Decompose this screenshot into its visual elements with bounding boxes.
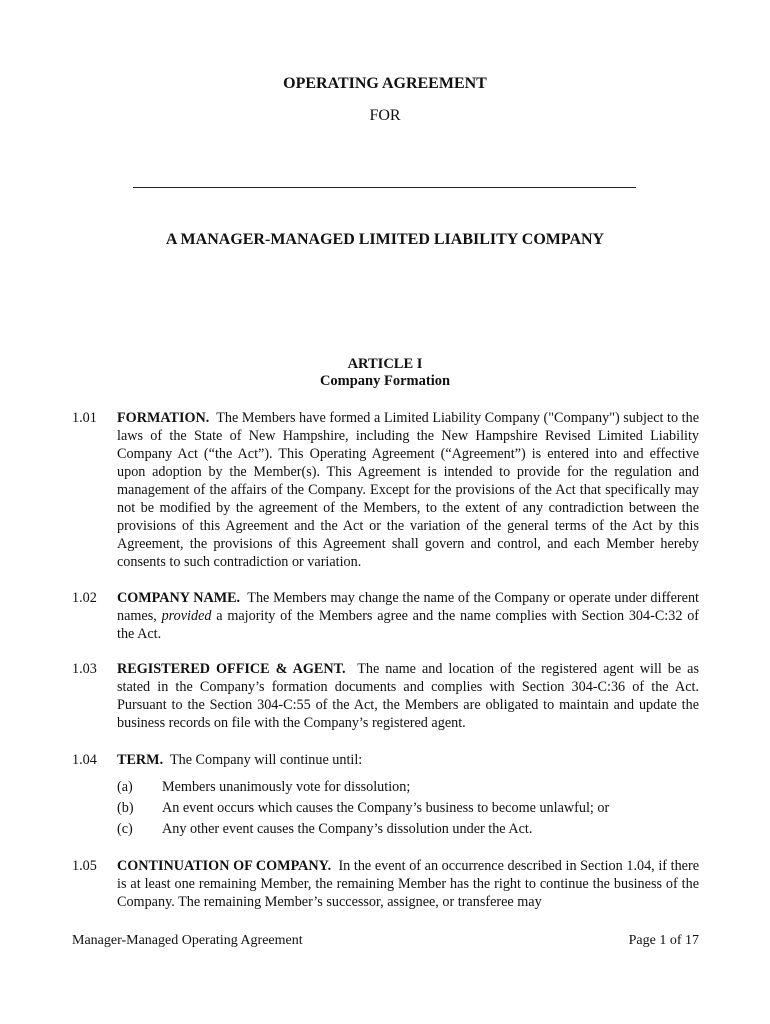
- article-number: ARTICLE I: [347, 356, 423, 372]
- section-heading: TERM.: [117, 752, 164, 768]
- section-number: 1.04: [72, 752, 97, 768]
- document-subtitle: A MANAGER-MANAGED LIMITED LIABILITY COMPANY: [165, 231, 605, 248]
- list-item-text: Any other event causes the Company’s dissolution under the Act.: [162, 821, 533, 837]
- list-item-marker: (c): [117, 821, 133, 837]
- list-item-text: Members unanimously vote for dissolution;: [162, 779, 411, 795]
- article-name: Company Formation: [319, 373, 451, 389]
- section-text-italic: provided: [161, 608, 212, 624]
- section-1-05: [72, 857, 699, 911]
- list-item-marker: (a): [117, 779, 133, 795]
- section-text: The Members have formed a Limited Liability Company ("Company") subject to the laws of the State of New Hampshire, including the New Hampshire Revised Limited Liability Company Act (“the Act”). This Operating Agreement (“Agreement”) is entered into and effective upon adoption by the Member(s). This Agreement is intended to provide for the regulation and management of the affairs of the Company. Except for the provisions of the Act that specifically may not be modified by the agreement of the Members, to the extent of any contradiction between the provisions of this Agreement and the Act or the variation of the general terms of the Act by this Agreement, the provisions of this Agreement shall govern and control, and each Member hereby consents to such contradiction or variation.: [117, 410, 699, 570]
- document-title: OPERATING AGREEMENT: [283, 75, 487, 92]
- section-number: 1.02: [72, 590, 97, 606]
- section-number: 1.01: [72, 410, 97, 426]
- list-item: [117, 799, 677, 817]
- footer-document-name: Manager-Managed Operating Agreement: [72, 933, 303, 948]
- section-text: The Company will continue until:: [169, 752, 363, 768]
- company-name-blank-line: [133, 187, 636, 188]
- section-text: The Members may change the name of the Company or operate under different names,: [117, 590, 699, 624]
- section-text: In the event of an occurrence described in Section 1.04, if there is at least one remaining Member, the remaining Member has the right to continue the business of the Company. The remaining Member’s successor, assignee, or transferee may: [117, 858, 700, 910]
- footer-page-number: Page 1 of 17: [628, 933, 699, 948]
- section-text: The name and location of the registered agent will be as stated in the Company’s formation documents and complies with Section 304-C:36 of the Act. Pursuant to the Section 304-C:55 of the Act, the Members are obligated to maintain and update the business records on file with the Company’s registered agent.: [117, 661, 699, 731]
- section-body: [117, 660, 699, 732]
- section-body: [117, 751, 699, 769]
- section-1-02: [72, 589, 699, 643]
- list-item: [117, 820, 677, 838]
- section-number: 1.03: [72, 661, 97, 677]
- section-body: [117, 857, 699, 911]
- section-heading: CONTINUATION OF COMPANY.: [117, 858, 332, 874]
- section-body: [117, 589, 699, 643]
- section-heading: COMPANY NAME.: [117, 590, 241, 606]
- section-heading: REGISTERED OFFICE & AGENT.: [117, 661, 346, 677]
- section-1-03: [72, 660, 699, 732]
- section-1-04: [72, 751, 699, 769]
- document-for: FOR: [369, 107, 401, 124]
- section-body: [117, 409, 699, 571]
- list-item-marker: (b): [117, 800, 134, 816]
- list-item: [117, 778, 677, 796]
- section-number: 1.05: [72, 858, 97, 874]
- list-item-text: An event occurs which causes the Company’s business to become unlawful; or: [162, 800, 610, 816]
- section-heading: FORMATION.: [117, 410, 210, 426]
- section-text: a majority of the Members agree and the name complies with Section 304-C:32 of the Act.: [117, 608, 700, 642]
- section-1-01: [72, 409, 699, 571]
